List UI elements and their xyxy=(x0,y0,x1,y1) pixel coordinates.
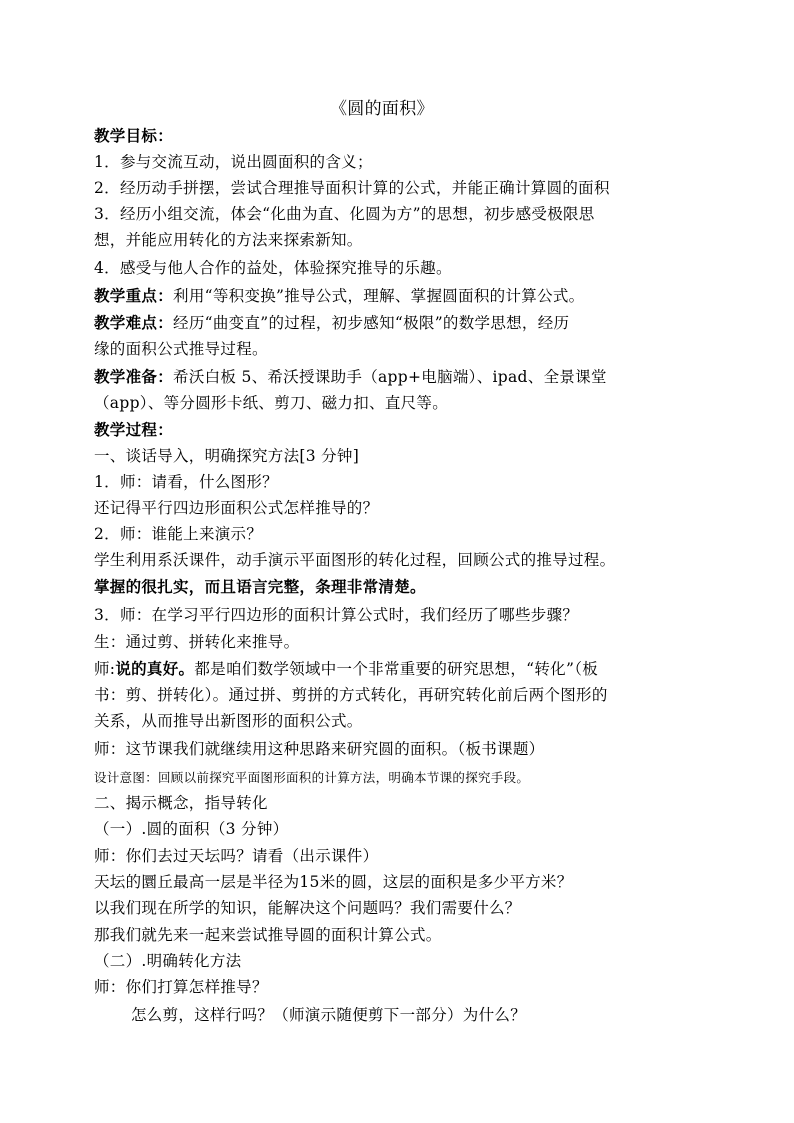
process-line: 师：你们去过天坛吗？请看（出示课件） xyxy=(94,847,379,865)
section-heading: 一、谈话导入，明确探究方法[3 分钟] xyxy=(94,447,360,465)
process-text: 都是咱们数学领域中一个非常重要的研究思想，“转化”（板 xyxy=(194,660,599,678)
process-line xyxy=(94,658,598,680)
section-heading: 二、揭示概念，指导转化 xyxy=(94,794,268,812)
process-line: 关系，从而推导出新图形的面积公式。 xyxy=(94,712,363,730)
process-line: 书：剪、拼转化）。通过拼、剪拼的方式转化，再研究转化前后两个图形的 xyxy=(94,686,608,704)
objective-item: 4．感受与他人合作的益处，体验探究推导的乐趣。 xyxy=(94,259,452,277)
process-line-bold: 掌握的很扎实，而且语言完整，条理非常清楚。 xyxy=(94,577,426,596)
objective-item: 想，并能应用转化的方法来探索新知。 xyxy=(94,231,363,249)
objective-item: 3．经历小组交流，体会“化曲为直、化圆为方”的思想，初步感受极限思 xyxy=(94,205,595,223)
process-line: 生：通过剪、拼转化来推导。 xyxy=(94,633,300,651)
difficulty-text: 经历“曲变直”的过程，初步感知“极限”的数学思想，经历 xyxy=(173,314,570,332)
difficulty-label: 教学难点： xyxy=(94,313,174,332)
process-heading: 教学过程： xyxy=(94,420,174,439)
process-line: 天坛的圜丘最高一层是半径为15米的圆，这层的面积是多少平方米？ xyxy=(94,873,573,891)
design-intent: 设计意图：回顾以前探究平面图形面积的计算方法，明确本节课的探究手段。 xyxy=(94,770,530,785)
objective-item: 1．参与交流互动，说出圆面积的含义； xyxy=(94,153,373,171)
process-line: 3．师：在学习平行四边形的面积计算公式时，我们经历了哪些步骤？ xyxy=(94,606,579,624)
page-title: 《圆的面积》 xyxy=(330,99,434,119)
difficulty-text-2: 缘的面积公式推导过程。 xyxy=(94,340,268,358)
process-line: 2．师：谁能上来演示？ xyxy=(94,525,263,543)
process-line: 师：你们打算怎样推导？ xyxy=(94,978,268,996)
key-point-label: 教学重点： xyxy=(94,286,174,305)
difficulty xyxy=(94,312,569,334)
teacher-label: 师: xyxy=(94,660,116,678)
process-line: 还记得平行四边形面积公式怎样推导的？ xyxy=(94,499,379,517)
objectives-heading: 教学目标： xyxy=(94,126,174,145)
praise-text: 说的真好。 xyxy=(115,659,195,678)
process-line: 那我们就先来一起来尝试推导圆的面积计算公式。 xyxy=(94,926,442,944)
preparation-label: 教学准备： xyxy=(94,367,174,386)
process-line: 师：这节课我们就继续用这种思路来研究圆的面积。（板书课题） xyxy=(94,740,545,758)
process-line: 以我们现在所学的知识，能解决这个问题吗？我们需要什么？ xyxy=(94,899,521,917)
subsection-heading: （二）.明确转化方法 xyxy=(94,952,242,970)
process-line: 1．师：请看，什么图形？ xyxy=(94,473,278,491)
preparation-text: 希沃白板 5、希沃授课助手（app+电脑端）、ipad、全景课堂 xyxy=(173,368,607,386)
subsection-heading: （一）.圆的面积（3 分钟） xyxy=(94,820,289,838)
process-line: 学生利用系沃课件，动手演示平面图形的转化过程，回顾公式的推导过程。 xyxy=(94,551,616,569)
preparation xyxy=(94,366,607,388)
process-line: 怎么剪，这样行吗？（师演示随便剪下一部分）为什么？ xyxy=(131,1006,527,1024)
key-point-text: 利用“等积变换”推导公式，理解、掌握圆面积的计算公式。 xyxy=(173,287,585,305)
preparation-text-2: （app）、等分圆形卡纸、剪刀、磁力扣、直尺等。 xyxy=(94,394,449,412)
key-point xyxy=(94,285,584,307)
objective-item: 2．经历动手拼摆，尝试合理推导面积计算的公式，并能正确计算圆的面积 xyxy=(94,179,610,197)
